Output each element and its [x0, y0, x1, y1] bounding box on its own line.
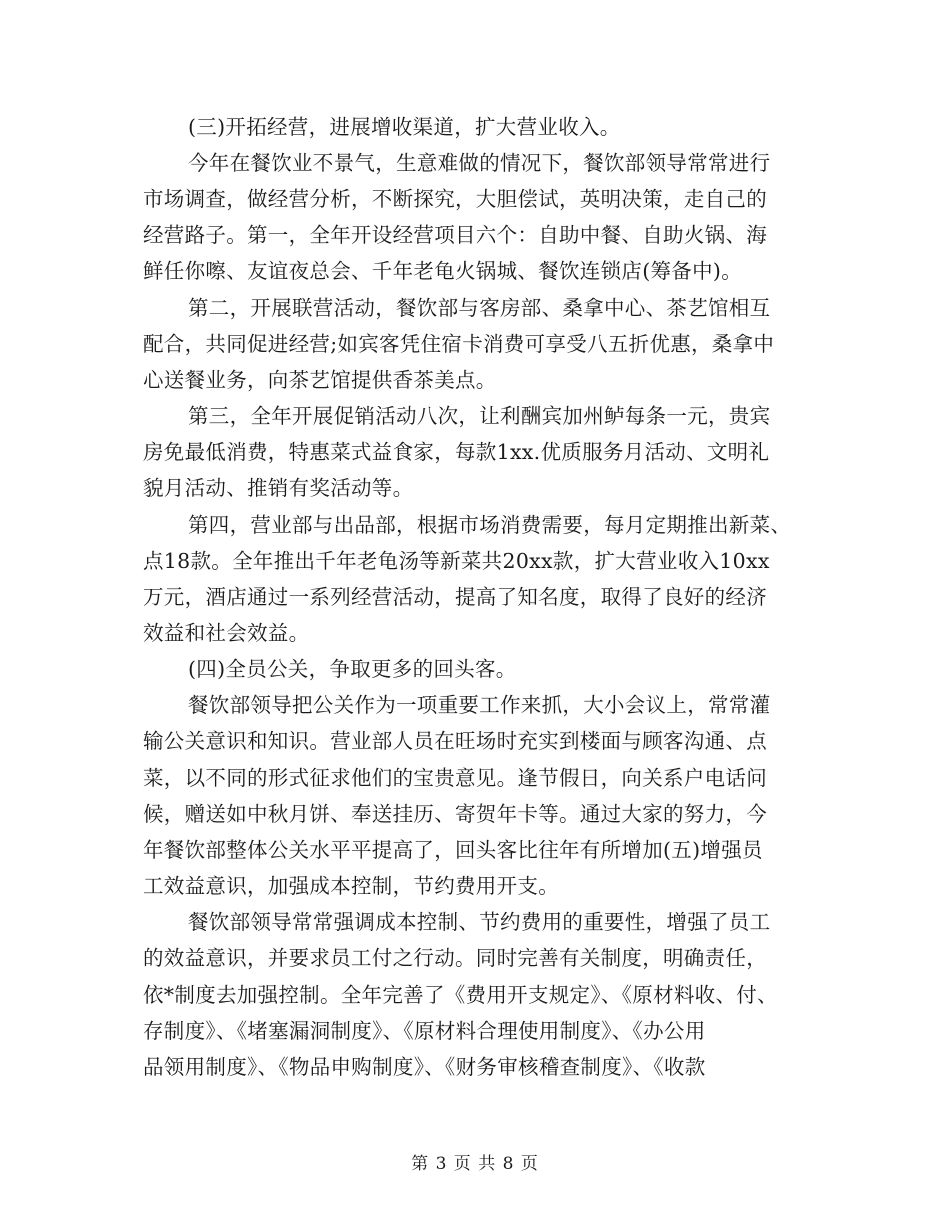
text-line: 输公关意识和知识。营业部人员在旺场时充实到楼面与顾客沟通、点	[143, 729, 767, 753]
text-line: 菜，以不同的形式征求他们的宝贵意见。逢节假日，向关系户电话问	[143, 766, 767, 790]
text-line: 餐饮部领导常常强调成本控制、节约费用的重要性，增强了员工	[188, 910, 771, 934]
text-line: 经营路子。第一，全年开设经营项目六个：自助中餐、自助火锅、海	[143, 223, 767, 247]
text-line: 今年在餐饮业不景气，生意难做的情况下，餐饮部领导常常进行	[188, 151, 771, 175]
text-line: 点18款。全年推出千年老龟汤等新菜共20xx款，扩大营业收入10xx	[143, 549, 770, 573]
text-line: 年餐饮部整体公关水平平提高了，回头客比往年有所增加(五)增强员	[143, 838, 763, 862]
text-line: 存制度》、《堵塞漏洞制度》、《原材料合理使用制度》、《办公用	[143, 1019, 706, 1043]
text-line: 餐饮部领导把公关作为一项重要工作来抓，大小会议上，常常灌	[188, 693, 771, 717]
text-line: 候，赠送如中秋月饼、奉送挂历、寄贺年卡等。通过大家的努力，今	[143, 802, 767, 826]
text-line: 房免最低消费，特惠菜式益食家，每款1xx.优质服务月活动、文明礼	[143, 440, 770, 464]
text-line: 心送餐业务，向茶艺馆提供香茶美点。	[143, 368, 497, 392]
text-line: 配合，共同促进经营;如宾客凭住宿卡消费可享受八五折优惠，桑拿中	[143, 332, 775, 356]
text-line: 依*制度去加强控制。全年完善了《费用开支规定》、《原材料收、付、	[143, 983, 778, 1007]
text-line: 市场调查，做经营分析，不断探究，大胆偿试，英明决策，走自己的	[143, 187, 767, 211]
text-line: 第二，开展联营活动，餐饮部与客房部、桑拿中心、茶艺馆相互	[188, 296, 771, 320]
text-line: 品领用制度》、《物品申购制度》、《财务审核稽查制度》、《收款	[143, 1055, 706, 1079]
text-line: 万元，酒店通过一系列经营活动，提高了知名度，取得了良好的经济	[143, 585, 767, 609]
text-line: 的效益意识，并要求员工付之行动。同时完善有关制度，明确责任，	[143, 946, 767, 970]
text-line: 貌月活动、推销有奖活动等。	[143, 476, 414, 500]
text-line: 效益和社会效益。	[143, 621, 310, 645]
heading-section-3: (三)开拓经营，进展增收渠道，扩大营业收入。	[188, 115, 621, 139]
text-line: 第三，全年开展促销活动八次，让利酬宾加州鲈每条一元，贵宾	[188, 404, 771, 428]
heading-section-4: (四)全员公关，争取更多的回头客。	[188, 657, 517, 681]
text-line: 工效益意识，加强成本控制，节约费用开支。	[143, 874, 559, 898]
text-line: 鲜任你嚓、友谊夜总会、千年老龟火锅城、餐饮连锁店(筹备中)。	[143, 259, 742, 283]
text-line: 第四，营业部与出品部，根据市场消费需要，每月定期推出新菜、	[188, 513, 792, 537]
page-footer: 第 3 页 共 8 页	[411, 1154, 539, 1174]
